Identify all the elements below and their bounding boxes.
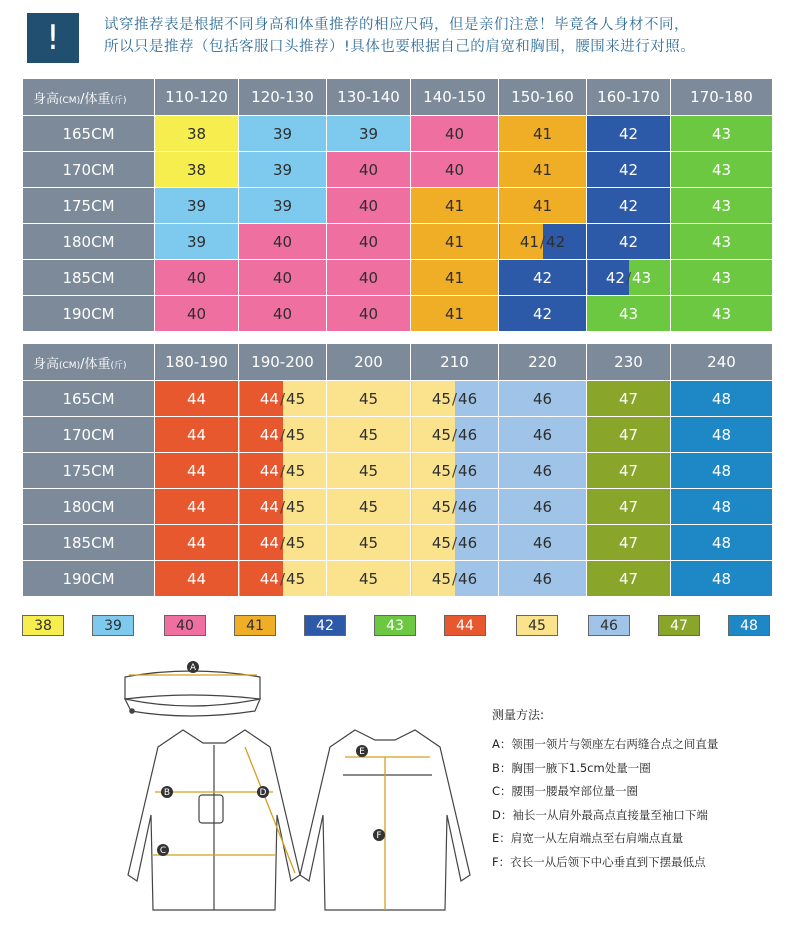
size-value: 40: [272, 268, 293, 287]
size-value: 40: [272, 232, 293, 251]
size-value: 41: [532, 196, 553, 215]
table-row: [23, 296, 773, 332]
size-value: 45: [431, 425, 451, 444]
size-value: 44: [259, 389, 279, 408]
size-cell: [671, 561, 773, 597]
size-cell: [327, 152, 411, 188]
size-value: 38: [186, 124, 207, 143]
size-value: 46: [532, 461, 553, 480]
column-header: 180-190: [155, 344, 239, 381]
size-value: 40: [358, 196, 379, 215]
size-cell: [499, 489, 587, 525]
size-cell: [155, 116, 239, 152]
size-value: 43: [618, 304, 639, 323]
size-cell: [499, 525, 587, 561]
size-cell: [411, 525, 499, 561]
table-row: [23, 116, 773, 152]
size-cell: [671, 116, 773, 152]
size-table-1: [22, 78, 773, 332]
size-value: 45: [286, 569, 306, 588]
exclamation-icon: !: [27, 13, 79, 63]
size-value: 47: [618, 425, 639, 444]
size-cell: [587, 224, 671, 260]
size-cell: [587, 260, 671, 296]
legend-swatch: 39: [92, 615, 134, 636]
size-value: 47: [618, 389, 639, 408]
column-header: 210: [411, 344, 499, 381]
size-value: 41: [532, 124, 553, 143]
size-value: 48: [711, 497, 732, 516]
column-header: 190-200: [239, 344, 327, 381]
size-value: 41: [532, 160, 553, 179]
size-value: 45: [358, 425, 379, 444]
size-value: 44: [259, 569, 279, 588]
size-value: 45: [358, 533, 379, 552]
table-row: [23, 152, 773, 188]
column-header: 160-170: [587, 79, 671, 116]
column-header: 110-120: [155, 79, 239, 116]
size-cell: [671, 453, 773, 489]
size-cell: [155, 152, 239, 188]
size-cell: [327, 381, 411, 417]
size-value: 43: [632, 268, 652, 287]
size-cell: [155, 381, 239, 417]
row-header: 190CM: [23, 296, 155, 332]
size-value: 46: [458, 533, 478, 552]
legend-swatch: 47: [658, 615, 700, 636]
size-value: 42: [618, 124, 639, 143]
size-value: 44: [186, 425, 207, 444]
row-header: 185CM: [23, 525, 155, 561]
row-header: 170CM: [23, 152, 155, 188]
size-cell: [411, 453, 499, 489]
table-row: [23, 260, 773, 296]
size-value: 45: [431, 533, 451, 552]
size-cell: [587, 453, 671, 489]
size-cell: [239, 152, 327, 188]
size-cell: [327, 453, 411, 489]
column-header: 220: [499, 344, 587, 381]
size-value: 48: [711, 425, 732, 444]
size-cell: [587, 489, 671, 525]
size-value: 42: [532, 268, 553, 287]
measurement-line: B：胸围一腋下1.5cm处量一圈: [492, 760, 651, 775]
legend-swatch: 46: [588, 615, 630, 636]
size-cell: [499, 417, 587, 453]
size-cell: [411, 381, 499, 417]
size-cell: [327, 260, 411, 296]
size-value: 45: [358, 461, 379, 480]
notice-line-1: 试穿推荐表是根据不同身高和体重推荐的相应尺码，但是亲们注意！毕竟各人身材不同，: [104, 17, 689, 33]
size-value: 40: [358, 160, 379, 179]
size-value: 48: [711, 461, 732, 480]
size-value: 46: [458, 461, 478, 480]
size-value: 40: [272, 304, 293, 323]
table-corner-header: 身高(CM)/体重(斤): [23, 79, 155, 116]
marker-e-label: E: [359, 747, 365, 757]
legend-swatch: 43: [374, 615, 416, 636]
size-cell: [499, 224, 587, 260]
size-value: 45: [358, 569, 379, 588]
table-row: [23, 188, 773, 224]
size-value: 39: [272, 124, 293, 143]
row-header: 165CM: [23, 381, 155, 417]
size-cell: [671, 260, 773, 296]
measurement-line: F：衣长一从后领下中心垂直到下摆最低点: [492, 854, 706, 869]
size-value: 45: [286, 461, 306, 480]
size-value: 40: [358, 268, 379, 287]
size-cell: [587, 561, 671, 597]
size-value: 44: [186, 461, 207, 480]
size-value: 45: [431, 497, 451, 516]
row-header: 175CM: [23, 453, 155, 489]
size-cell: [239, 453, 327, 489]
size-cell: [499, 453, 587, 489]
size-separator: /: [451, 425, 458, 444]
size-cell: [411, 224, 499, 260]
size-value: 46: [458, 497, 478, 516]
table-row: [23, 489, 773, 525]
column-header: 120-130: [239, 79, 327, 116]
legend-swatch: 45: [516, 615, 558, 636]
size-cell: [155, 453, 239, 489]
size-cell: [587, 525, 671, 561]
size-cell: [411, 260, 499, 296]
size-separator: /: [451, 533, 458, 552]
size-cell: [327, 116, 411, 152]
size-value: 47: [618, 569, 639, 588]
size-value: 44: [259, 533, 279, 552]
size-value: 48: [711, 569, 732, 588]
column-header: 170-180: [671, 79, 773, 116]
size-value: 40: [444, 160, 465, 179]
column-header: 150-160: [499, 79, 587, 116]
size-cell: [671, 489, 773, 525]
size-cell: [155, 188, 239, 224]
table-row: [23, 525, 773, 561]
size-value: 41: [519, 232, 539, 251]
size-cell: [239, 525, 327, 561]
size-value: 42: [605, 268, 625, 287]
size-cell: [327, 224, 411, 260]
size-separator: /: [451, 389, 458, 408]
size-value: 39: [186, 232, 207, 251]
size-cell: [499, 381, 587, 417]
size-value: 44: [186, 533, 207, 552]
size-value: 44: [259, 425, 279, 444]
size-cell: [587, 296, 671, 332]
size-separator: /: [539, 232, 546, 251]
size-cell: [671, 296, 773, 332]
size-value: 44: [186, 389, 207, 408]
size-cell: [587, 116, 671, 152]
size-value: 42: [618, 196, 639, 215]
size-value: 45: [431, 569, 451, 588]
size-value: 44: [259, 497, 279, 516]
size-cell: [327, 188, 411, 224]
notice-text: [104, 14, 784, 58]
size-separator: /: [625, 268, 632, 287]
size-value: 43: [711, 196, 732, 215]
size-value: 45: [358, 389, 379, 408]
size-cell: [239, 224, 327, 260]
size-value: 43: [711, 304, 732, 323]
measurement-method: [492, 706, 772, 874]
size-cell: [327, 561, 411, 597]
size-value: 44: [259, 461, 279, 480]
size-cell: [587, 381, 671, 417]
size-cell: [239, 296, 327, 332]
size-separator: /: [279, 461, 286, 480]
size-separator: /: [451, 497, 458, 516]
size-value: 46: [532, 425, 553, 444]
size-value: 46: [532, 569, 553, 588]
column-header: 200: [327, 344, 411, 381]
measurement-line: E：肩宽一从左肩端点至右肩端点直量: [492, 831, 684, 845]
size-separator: /: [279, 533, 286, 552]
size-value: 39: [272, 196, 293, 215]
size-value: 43: [711, 160, 732, 179]
size-value: 45: [286, 497, 306, 516]
row-header: 190CM: [23, 561, 155, 597]
size-value: 43: [711, 232, 732, 251]
size-cell: [155, 296, 239, 332]
size-cell: [411, 116, 499, 152]
size-value: 46: [458, 425, 478, 444]
size-value: 47: [618, 533, 639, 552]
column-header: 230: [587, 344, 671, 381]
size-value: 43: [711, 268, 732, 287]
size-cell: [155, 224, 239, 260]
size-cell: [239, 417, 327, 453]
size-cell: [239, 561, 327, 597]
marker-a-label: A: [189, 663, 197, 673]
shirt-measurement-diagram: [95, 655, 485, 925]
size-value: 41: [444, 232, 465, 251]
size-value: 40: [186, 268, 207, 287]
size-cell: [587, 188, 671, 224]
size-cell: [411, 561, 499, 597]
measurement-line: A：领围一领片与领座左右两缝合点之间直量: [492, 737, 719, 751]
legend-swatch: 41: [234, 615, 276, 636]
size-separator: /: [279, 569, 286, 588]
size-value: 39: [358, 124, 379, 143]
size-separator: /: [279, 425, 286, 444]
size-value: 46: [532, 533, 553, 552]
size-value: 42: [532, 304, 553, 323]
legend-swatch: 42: [304, 615, 346, 636]
measurement-title: 测量方法:: [492, 708, 545, 722]
size-cell: [587, 152, 671, 188]
size-value: 45: [286, 425, 306, 444]
size-cell: [671, 188, 773, 224]
measurement-line: C：腰围一腰最窄部位量一圈: [492, 784, 639, 798]
size-cell: [327, 417, 411, 453]
size-cell: [155, 489, 239, 525]
size-cell: [411, 152, 499, 188]
size-cell: [239, 188, 327, 224]
size-cell: [239, 381, 327, 417]
size-cell: [587, 417, 671, 453]
size-cell: [671, 525, 773, 561]
size-value: 38: [186, 160, 207, 179]
size-cell: [327, 489, 411, 525]
size-value: 43: [711, 124, 732, 143]
column-header: 240: [671, 344, 773, 381]
size-value: 40: [444, 124, 465, 143]
row-header: 165CM: [23, 116, 155, 152]
legend-swatch: 38: [22, 615, 64, 636]
size-cell: [155, 525, 239, 561]
size-separator: /: [451, 569, 458, 588]
size-value: 45: [358, 497, 379, 516]
size-cell: [155, 561, 239, 597]
size-cell: [671, 152, 773, 188]
size-cell: [499, 188, 587, 224]
legend-swatch: 48: [728, 615, 770, 636]
marker-f-label: F: [376, 831, 382, 841]
size-value: 42: [618, 232, 639, 251]
size-value: 40: [358, 304, 379, 323]
size-cell: [499, 260, 587, 296]
size-value: 40: [186, 304, 207, 323]
size-value: 45: [431, 389, 451, 408]
measurement-line: D：袖长一从肩外最高点直接量至袖口下端: [492, 807, 708, 822]
size-value: 41: [444, 268, 465, 287]
size-separator: /: [451, 461, 458, 480]
size-cell: [411, 188, 499, 224]
row-header: 180CM: [23, 224, 155, 260]
size-cell: [411, 296, 499, 332]
size-value: 42: [618, 160, 639, 179]
size-value: 42: [546, 232, 566, 251]
size-value: 45: [286, 389, 306, 408]
size-cell: [671, 381, 773, 417]
size-value: 46: [532, 497, 553, 516]
table-row: [23, 417, 773, 453]
size-cell: [671, 417, 773, 453]
table-row: [23, 381, 773, 417]
size-cell: [499, 561, 587, 597]
legend-swatch: 44: [444, 615, 486, 636]
size-value: 44: [186, 569, 207, 588]
size-cell: [411, 417, 499, 453]
legend-swatch: 40: [164, 615, 206, 636]
size-cell: [239, 116, 327, 152]
marker-c-label: C: [159, 846, 167, 856]
size-cell: [499, 296, 587, 332]
size-cell: [327, 525, 411, 561]
size-value: 47: [618, 461, 639, 480]
size-cell: [671, 224, 773, 260]
table-row: [23, 224, 773, 260]
size-legend: [22, 615, 772, 637]
size-value: 45: [431, 461, 451, 480]
size-cell: [155, 417, 239, 453]
size-cell: [155, 260, 239, 296]
size-value: 47: [618, 497, 639, 516]
size-cell: [239, 489, 327, 525]
size-cell: [499, 116, 587, 152]
size-cell: [239, 260, 327, 296]
size-cell: [499, 152, 587, 188]
size-value: 48: [711, 389, 732, 408]
row-header: 185CM: [23, 260, 155, 296]
size-value: 46: [458, 389, 478, 408]
size-value: 39: [272, 160, 293, 179]
size-value: 39: [186, 196, 207, 215]
row-header: 170CM: [23, 417, 155, 453]
size-value: 46: [532, 389, 553, 408]
notice-line-2: 所以只是推荐（包括客服口头推荐）!具体也要根据自己的肩宽和胸围，腰围来进行对照。: [104, 39, 696, 55]
size-value: 40: [358, 232, 379, 251]
table-row: [23, 561, 773, 597]
row-header: 175CM: [23, 188, 155, 224]
size-cell: [411, 489, 499, 525]
column-header: 130-140: [327, 79, 411, 116]
marker-b-label: B: [163, 788, 171, 798]
marker-d-label: D: [259, 788, 267, 798]
size-value: 44: [186, 497, 207, 516]
size-value: 46: [458, 569, 478, 588]
table-row: [23, 453, 773, 489]
size-value: 45: [286, 533, 306, 552]
table-corner-header: 身高(CM)/体重(斤): [23, 344, 155, 381]
column-header: 140-150: [411, 79, 499, 116]
size-value: 41: [444, 196, 465, 215]
size-separator: /: [279, 497, 286, 516]
size-value: 41: [444, 304, 465, 323]
size-cell: [327, 296, 411, 332]
size-value: 48: [711, 533, 732, 552]
size-table-2: [22, 343, 773, 597]
size-separator: /: [279, 389, 286, 408]
row-header: 180CM: [23, 489, 155, 525]
